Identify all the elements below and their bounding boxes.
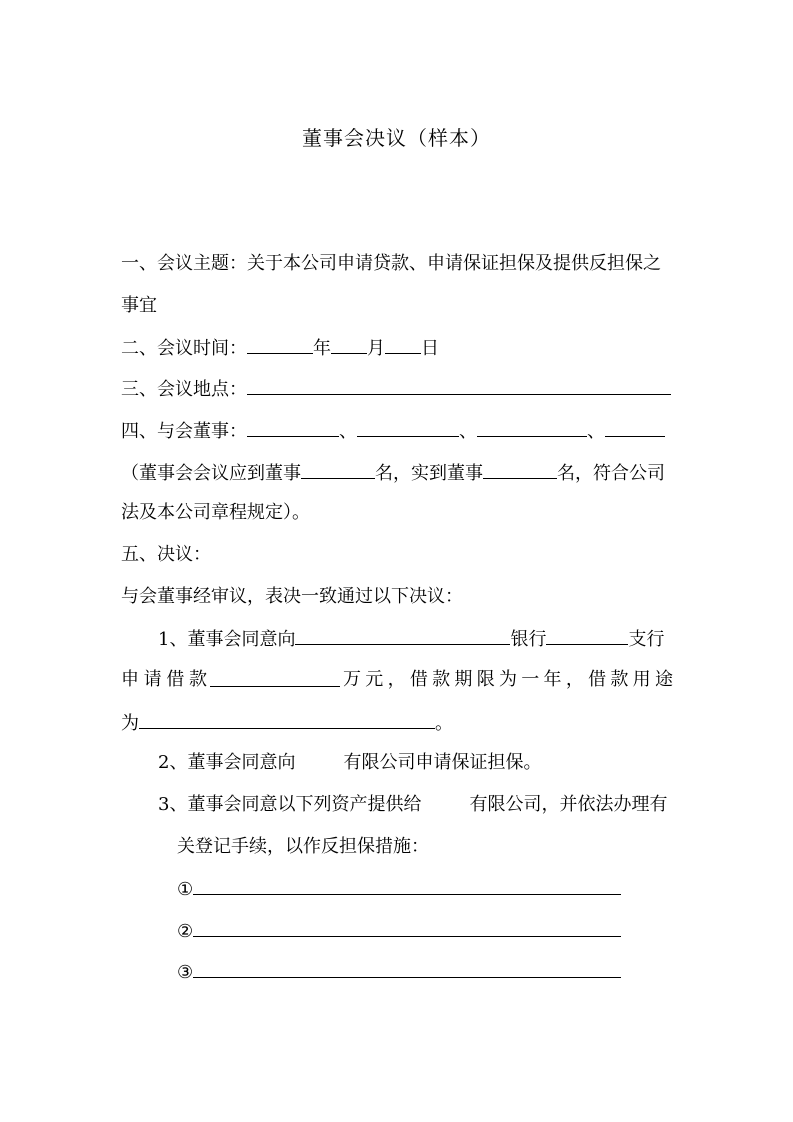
resolution-2-text-a: 2、董事会同意向 bbox=[158, 752, 296, 773]
char: 申 bbox=[121, 669, 139, 690]
char: 借 bbox=[588, 669, 607, 690]
char: 元 bbox=[365, 669, 384, 690]
required-directors-blank[interactable] bbox=[301, 460, 375, 479]
asset-list-item-2 bbox=[177, 918, 621, 944]
resolution-3-text-b: 有限公司，并依法办理有 bbox=[469, 794, 668, 815]
purpose-label: 为 bbox=[121, 713, 139, 734]
directors-present-label: 四、与会董事： bbox=[121, 421, 247, 442]
quorum-note-part-1: （董事会会议应到董事 bbox=[121, 463, 301, 484]
director-blank-1[interactable] bbox=[247, 418, 339, 437]
char: 为 bbox=[498, 669, 517, 690]
circled-number-2: ② bbox=[177, 921, 194, 942]
resolution-3-text-a: 3、董事会同意以下列资产提供给 bbox=[158, 794, 422, 815]
lender-name-blank[interactable] bbox=[295, 626, 510, 645]
day-label: 日 bbox=[421, 338, 439, 359]
resolution-heading: 五、决议： bbox=[121, 544, 211, 565]
circled-number-3: ③ bbox=[177, 962, 194, 983]
asset-list-item-1 bbox=[177, 876, 621, 902]
quorum-note-part-3: 名，符合公司 bbox=[557, 463, 665, 484]
month-label: 月 bbox=[367, 338, 385, 359]
branch-name-blank[interactable] bbox=[546, 626, 628, 645]
director-blank-3[interactable] bbox=[477, 418, 587, 437]
month-blank[interactable] bbox=[331, 335, 367, 354]
director-blank-2[interactable] bbox=[357, 418, 459, 437]
year-blank[interactable] bbox=[247, 335, 313, 354]
day-blank[interactable] bbox=[385, 335, 421, 354]
meeting-topic-continuation: 事宜 bbox=[121, 295, 157, 316]
quorum-note-continuation: 法及本公司章程规定）。 bbox=[121, 502, 310, 523]
loan-request-label bbox=[121, 668, 207, 692]
char: ， bbox=[565, 669, 584, 690]
loan-purpose-blank[interactable] bbox=[139, 710, 435, 729]
location-blank[interactable] bbox=[247, 376, 671, 395]
year-label: 年 bbox=[313, 338, 331, 359]
asset-blank-3[interactable] bbox=[193, 959, 621, 978]
asset-blank-2[interactable] bbox=[193, 918, 621, 937]
loan-amount-blank[interactable] bbox=[210, 668, 340, 687]
resolution-1-line-3 bbox=[121, 710, 453, 736]
char: 款 bbox=[188, 669, 207, 690]
resolution-3-line-2: 关登记手续，以作反担保措施： bbox=[177, 836, 429, 857]
char: 借 bbox=[409, 669, 428, 690]
char: 期 bbox=[454, 669, 473, 690]
asset-blank-1[interactable] bbox=[193, 876, 621, 895]
char: 万 bbox=[343, 669, 361, 690]
resolution-2-line bbox=[158, 751, 541, 775]
directors-present-line bbox=[121, 418, 665, 444]
quorum-note-part-2: 名，实到董事 bbox=[375, 463, 483, 484]
document-title: 董事会决议（样本） bbox=[302, 126, 491, 150]
resolution-1-text-a: 1、董事会同意向 bbox=[158, 629, 296, 650]
resolution-intro: 与会董事经审议，表决一致通过以下决议： bbox=[121, 586, 463, 607]
char: 用 bbox=[632, 669, 651, 690]
meeting-topic-line bbox=[121, 252, 661, 276]
attending-directors-blank[interactable] bbox=[483, 460, 557, 479]
meeting-time-label: 二、会议时间： bbox=[121, 338, 247, 359]
meeting-time-line bbox=[121, 335, 439, 361]
resolution-1-branch-label: 支行 bbox=[628, 629, 665, 650]
meeting-location-label: 三、会议地点： bbox=[121, 379, 247, 400]
resolution-1-line-1 bbox=[158, 626, 664, 652]
resolution-3-line-1 bbox=[158, 793, 667, 817]
loan-terms-text bbox=[343, 668, 673, 692]
char: 一 bbox=[521, 669, 540, 690]
char: 借 bbox=[166, 669, 185, 690]
director-separator: 、 bbox=[587, 421, 605, 442]
meeting-topic-label: 一、会议主题： bbox=[121, 253, 247, 274]
resolution-1-line-2 bbox=[121, 668, 673, 692]
period-mark: 。 bbox=[435, 713, 453, 734]
char: 款 bbox=[432, 669, 451, 690]
asset-list-item-3 bbox=[177, 959, 621, 985]
director-separator: 、 bbox=[339, 421, 357, 442]
director-separator: 、 bbox=[459, 421, 477, 442]
char: 年 bbox=[543, 669, 562, 690]
resolution-1-bank-label: 银行 bbox=[510, 629, 547, 650]
circled-number-1: ① bbox=[177, 879, 194, 900]
meeting-topic-text: 关于本公司申请贷款、申请保证担保及提供反担保之 bbox=[247, 253, 661, 274]
char: 请 bbox=[143, 669, 162, 690]
quorum-note-line bbox=[121, 460, 665, 486]
meeting-location-line bbox=[121, 376, 671, 402]
director-blank-4[interactable] bbox=[605, 418, 665, 437]
char: ， bbox=[387, 669, 406, 690]
char: 途 bbox=[654, 669, 673, 690]
resolution-2-text-b: 有限公司申请保证担保。 bbox=[343, 752, 542, 773]
char: 限 bbox=[476, 669, 495, 690]
char: 款 bbox=[610, 669, 629, 690]
